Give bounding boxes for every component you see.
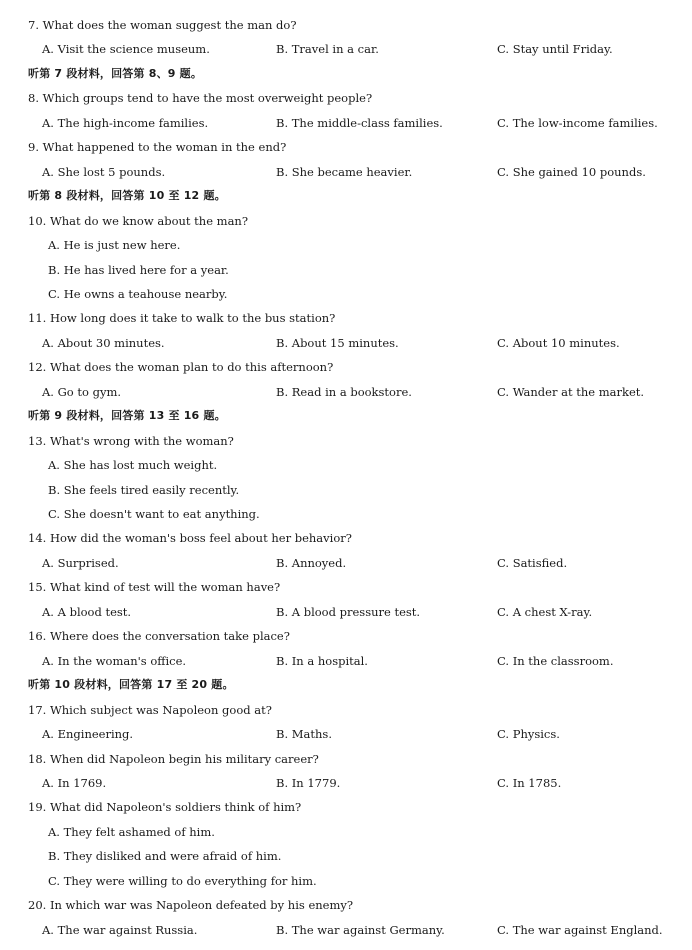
answer-option-b: B. Travel in a car. [276,42,379,56]
answer-option-b: B. About 15 minutes. [276,336,399,350]
question-stem: 11. How long does it take to walk to the bus station? [28,311,336,325]
answer-option-c: C. In 1785. [497,776,562,790]
answer-option-a: A. About 30 minutes. [42,336,165,350]
question-stem: 13. What's wrong with the woman? [28,434,234,448]
question-stem: 10. What do we know about the man? [28,214,248,228]
section-heading: 听第 9 段材料，回答第 13 至 16 题。 [28,409,226,422]
question-stem: 7. What does the woman suggest the man do? [28,18,297,32]
question-stem: 15. What kind of test will the woman have? [28,580,281,594]
answer-option: B. He has lived here for a year. [48,263,229,277]
answer-option-a: A. She lost 5 pounds. [42,165,166,179]
answer-option-b: B. Read in a bookstore. [276,385,412,399]
question-stem: 16. Where does the conversation take place? [28,629,290,643]
answer-option-c: C. Physics. [497,727,560,741]
answer-option-c: C. A chest X-ray. [497,605,593,619]
answer-option-b: B. The war against Germany. [276,923,445,937]
answer-option: A. He is just new here. [48,238,181,252]
answer-option: A. They felt ashamed of him. [48,825,215,839]
answer-option-c: C. She gained 10 pounds. [497,165,646,179]
answer-option-a: A. Surprised. [42,556,119,570]
section-heading: 听第 8 段材料，回答第 10 至 12 题。 [28,189,226,202]
answer-option-b: B. In 1779. [276,776,341,790]
answer-option-b: B. Maths. [276,727,332,741]
answer-option-b: B. Annoyed. [276,556,347,570]
answer-option: A. She has lost much weight. [48,458,218,472]
answer-option: C. He owns a teahouse nearby. [48,287,228,301]
answer-option-a: A. The high-income families. [42,116,209,130]
question-stem: 12. What does the woman plan to do this afternoon? [28,360,334,374]
answer-option-c: C. Satisfied. [497,556,568,570]
answer-option: C. She doesn't want to eat anything. [48,507,260,521]
answer-option-c: C. About 10 minutes. [497,336,620,350]
answer-option-a: A. A blood test. [42,605,132,619]
question-stem: 19. What did Napoleon's soldiers think of him? [28,800,302,814]
answer-option-a: A. Visit the science museum. [42,42,210,56]
answer-option-a: A. In 1769. [42,776,107,790]
question-stem: 20. In which war was Napoleon defeated by his enemy? [28,898,354,912]
answer-option-c: C. The war against England. [497,923,663,937]
answer-option-b: B. In a hospital. [276,654,368,668]
question-stem: 14. How did the woman's boss feel about her behavior? [28,531,352,545]
answer-option-b: B. The middle-class families. [276,116,443,130]
answer-option-a: A. The war against Russia. [42,923,198,937]
answer-option-c: C. The low-income families. [497,116,658,130]
answer-option-c: C. In the classroom. [497,654,614,668]
answer-option: B. She feels tired easily recently. [48,483,240,497]
question-stem: 9. What happened to the woman in the end? [28,140,287,154]
answer-option-c: C. Wander at the market. [497,385,645,399]
section-heading: 听第 7 段材料，回答第 8、9 题。 [28,67,203,80]
question-stem: 18. When did Napoleon begin his military career? [28,752,319,766]
answer-option-b: B. A blood pressure test. [276,605,421,619]
section-heading: 听第 10 段材料，回答第 17 至 20 题。 [28,678,234,691]
answer-option-b: B. She became heavier. [276,165,413,179]
answer-option-c: C. Stay until Friday. [497,42,613,56]
question-stem: 8. Which groups tend to have the most overweight people? [28,91,373,105]
answer-option: C. They were willing to do everything for him. [48,874,317,888]
question-stem: 17. Which subject was Napoleon good at? [28,703,272,717]
answer-option-a: A. Go to gym. [42,385,122,399]
answer-option-a: A. In the woman's office. [42,654,187,668]
answer-option-a: A. Engineering. [42,727,134,741]
answer-option: B. They disliked and were afraid of him. [48,849,282,863]
